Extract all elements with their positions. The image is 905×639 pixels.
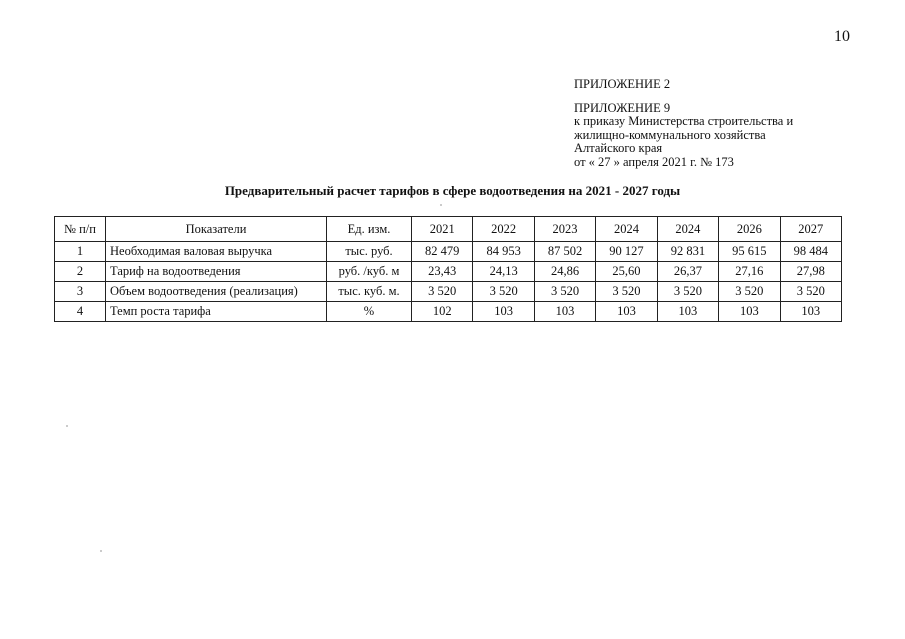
scan-speck bbox=[440, 204, 442, 206]
appendix-line-5: Алтайского края bbox=[574, 141, 663, 155]
header-cell: 2023 bbox=[534, 217, 595, 242]
appendix-line-3: к приказу Министерства строительства и bbox=[574, 114, 794, 128]
row-number-cell: 2 bbox=[55, 262, 106, 282]
value-cell: 26,37 bbox=[657, 262, 718, 282]
value-cell: 23,43 bbox=[412, 262, 473, 282]
appendix-block bbox=[574, 78, 834, 169]
header-cell: 2021 bbox=[412, 217, 473, 242]
indicator-cell: Темп роста тарифа bbox=[106, 302, 327, 322]
value-cell: 87 502 bbox=[534, 242, 595, 262]
table-row bbox=[55, 302, 842, 322]
scan-speck bbox=[66, 425, 68, 427]
appendix-line-4: жилищно-коммунального хозяйства bbox=[574, 127, 766, 142]
value-cell: 102 bbox=[412, 302, 473, 322]
page-number: 10 bbox=[834, 28, 850, 45]
value-cell: 103 bbox=[657, 302, 718, 322]
value-cell: 82 479 bbox=[412, 242, 473, 262]
table-header-row bbox=[55, 217, 842, 242]
value-cell: 3 520 bbox=[780, 282, 841, 302]
indicator-cell: Необходимая валовая выручка bbox=[106, 242, 327, 262]
appendix-line-2: ПРИЛОЖЕНИЕ 9 bbox=[574, 100, 671, 115]
indicator-cell: Объем водоотведения (реализация) bbox=[106, 282, 327, 302]
unit-cell: тыс. руб. bbox=[327, 242, 412, 262]
value-cell: 3 520 bbox=[719, 282, 780, 302]
appendix-line-6: от « 27 » апреля 2021 г. № 173 bbox=[574, 154, 734, 169]
header-cell: Показатели bbox=[106, 217, 327, 242]
value-cell: 103 bbox=[719, 302, 780, 322]
table-row bbox=[55, 242, 842, 262]
header-cell: 2026 bbox=[719, 217, 780, 242]
value-cell: 27,16 bbox=[719, 262, 780, 282]
value-cell: 27,98 bbox=[780, 262, 841, 282]
indicator-cell: Тариф на водоотведения bbox=[106, 262, 327, 282]
value-cell: 24,13 bbox=[473, 262, 534, 282]
appendix-line-1: ПРИЛОЖЕНИЕ 2 bbox=[574, 77, 671, 91]
row-number-cell: 1 bbox=[55, 242, 106, 262]
value-cell: 3 520 bbox=[534, 282, 595, 302]
row-number-cell: 3 bbox=[55, 282, 106, 302]
header-cell: 2022 bbox=[473, 217, 534, 242]
value-cell: 95 615 bbox=[719, 242, 780, 262]
unit-cell: тыс. куб. м. bbox=[327, 282, 412, 302]
value-cell: 3 520 bbox=[657, 282, 718, 302]
value-cell: 3 520 bbox=[596, 282, 657, 302]
value-cell: 3 520 bbox=[412, 282, 473, 302]
header-cell: № п/п bbox=[55, 217, 106, 242]
scan-speck bbox=[100, 550, 102, 552]
table-row bbox=[55, 282, 842, 302]
value-cell: 103 bbox=[596, 302, 657, 322]
header-cell: 2027 bbox=[780, 217, 841, 242]
unit-cell: руб. /куб. м bbox=[327, 262, 412, 282]
value-cell: 90 127 bbox=[596, 242, 657, 262]
value-cell: 24,86 bbox=[534, 262, 595, 282]
value-cell: 25,60 bbox=[596, 262, 657, 282]
row-number-cell: 4 bbox=[55, 302, 106, 322]
value-cell: 103 bbox=[780, 302, 841, 322]
value-cell: 84 953 bbox=[473, 242, 534, 262]
document-title: Предварительный расчет тарифов в сфере водоотведения на 2021 - 2027 годы bbox=[224, 183, 681, 198]
value-cell: 103 bbox=[473, 302, 534, 322]
value-cell: 98 484 bbox=[780, 242, 841, 262]
header-cell: Ед. изм. bbox=[327, 217, 412, 242]
unit-cell: % bbox=[327, 302, 412, 322]
tariff-table bbox=[54, 216, 842, 322]
table-row bbox=[55, 262, 842, 282]
value-cell: 92 831 bbox=[657, 242, 718, 262]
header-cell: 2024 bbox=[596, 217, 657, 242]
value-cell: 103 bbox=[534, 302, 595, 322]
header-cell: 2024 bbox=[657, 217, 718, 242]
value-cell: 3 520 bbox=[473, 282, 534, 302]
